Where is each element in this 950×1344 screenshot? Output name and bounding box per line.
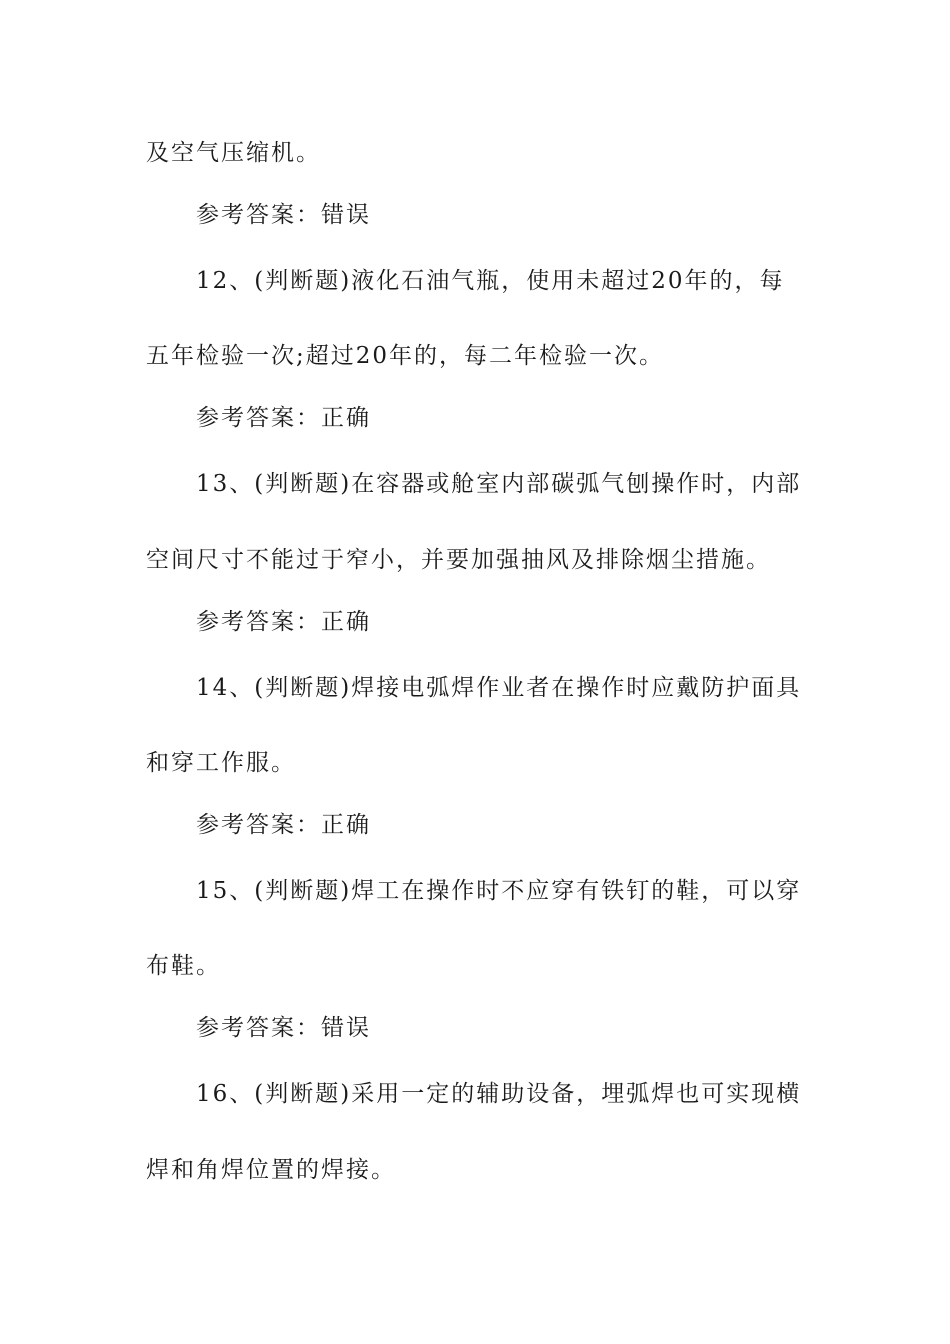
q13-answer: 参考答案：正确 <box>196 609 371 635</box>
q14-answer: 参考答案：正确 <box>196 812 371 838</box>
q14-text: 14、(判断题)焊接电弧焊作业者在操作时应戴防护面具 <box>196 675 802 701</box>
q15-text-continued: 布鞋。 <box>146 953 221 979</box>
q13-text: 13、(判断题)在容器或舱室内部碳弧气刨操作时，内部 <box>196 471 802 497</box>
q12-text-continued: 五年检验一次;超过20年的，每二年检验一次。 <box>146 343 665 369</box>
q15-answer: 参考答案：错误 <box>196 1015 371 1041</box>
q11-text-continued: 及空气压缩机。 <box>146 140 321 166</box>
q16-text: 16、(判断题)采用一定的辅助设备，埋弧焊也可实现横 <box>196 1081 802 1107</box>
q12-answer: 参考答案：正确 <box>196 405 371 431</box>
q15-text: 15、(判断题)焊工在操作时不应穿有铁钉的鞋，可以穿 <box>196 878 802 904</box>
q11-answer: 参考答案：错误 <box>196 202 371 228</box>
q12-text: 12、(判断题)液化石油气瓶，使用未超过20年的，每 <box>196 268 785 294</box>
q16-text-continued: 焊和角焊位置的焊接。 <box>146 1157 396 1183</box>
q13-text-continued: 空间尺寸不能过于窄小，并要加强抽风及排除烟尘措施。 <box>146 547 771 573</box>
q14-text-continued: 和穿工作服。 <box>146 750 296 776</box>
